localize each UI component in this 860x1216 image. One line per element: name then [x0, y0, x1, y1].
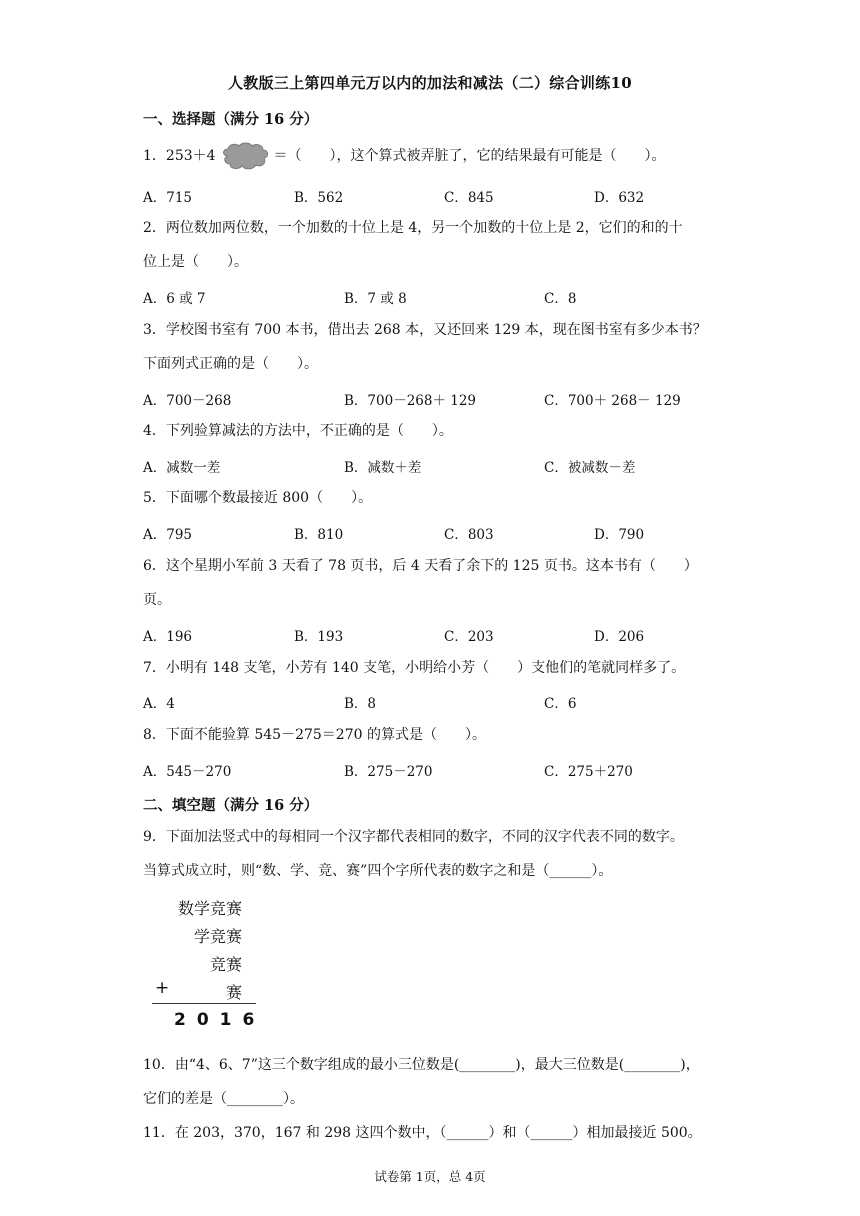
question-10-line-1: 10．由“4、6、7”这三个数字组成的最小三位数是(________)，最大三位数是(________)，: [143, 1057, 700, 1073]
question-8-options: [143, 760, 723, 782]
option-c[interactable]: C．275＋270: [544, 764, 633, 780]
question-1: [143, 139, 723, 173]
question-11: 11．在 203，370，167 和 298 这四个数中，（______）和（______）相加最接近 500。: [143, 1125, 702, 1141]
option-c[interactable]: C．803: [444, 527, 494, 543]
question-4-options: [143, 456, 723, 478]
option-a[interactable]: A．545－270: [143, 764, 232, 780]
question-6-line-2: 页。: [143, 592, 171, 608]
question-3-line-2: 下面列式正确的是（ ）。: [143, 356, 318, 372]
option-c[interactable]: C．被减数－差: [544, 460, 636, 476]
option-b[interactable]: B．8: [344, 696, 377, 712]
addend-row-4: 赛: [225, 983, 242, 1002]
plus-sign: +: [155, 978, 170, 998]
option-c[interactable]: C．700＋ 268－ 129: [544, 393, 681, 409]
question-10-line-2: 它们的差是（________）。: [143, 1091, 304, 1107]
question-2-line-1: 2．两位数加两位数，一个加数的十位上是 4，另一个加数的十位上是 2，它们的和的十: [143, 220, 683, 236]
option-c[interactable]: C．6: [544, 696, 577, 712]
question-6-line-1: 6．这个星期小军前 3 天看了 78 页书，后 4 天看了余下的 125 页书。这本书有（ ）: [143, 558, 698, 574]
question-2-line-2: 位上是（ ）。: [143, 254, 248, 270]
option-b[interactable]: B．275－270: [344, 764, 433, 780]
option-a[interactable]: A．6 或 7: [143, 291, 206, 307]
option-a[interactable]: A．196: [143, 629, 193, 645]
option-a[interactable]: A．减数一差: [143, 460, 221, 476]
option-a[interactable]: A．715: [143, 190, 193, 206]
question-5: 5．下面哪个数最接近 800（ ）。: [143, 490, 373, 506]
sum-line: [152, 1003, 256, 1004]
option-c[interactable]: C．8: [544, 291, 577, 307]
question-9-line-2: 当算式成立时，则“数、学、竞、赛”四个字所代表的数字之和是（______）。: [143, 863, 613, 879]
option-a[interactable]: A．795: [143, 527, 193, 543]
question-7: 7．小明有 148 支笔，小芳有 140 支笔，小明给小芳（ ）支他们的笔就同样多了。: [143, 660, 686, 676]
question-9-line-1: 9．下面加法竖式中的每相同一个汉字都代表相同的数字，不同的汉字代表不同的数字。: [143, 829, 684, 845]
question-1-options: [143, 186, 723, 208]
addend-row-3: 竞赛: [209, 955, 242, 974]
option-a[interactable]: A．4: [143, 696, 175, 712]
addend-row-2: 学竞赛: [193, 927, 242, 946]
section-heading-fill: 二、填空题（满分 16 分）: [143, 797, 319, 814]
option-b[interactable]: B．562: [294, 190, 344, 206]
question-5-options: [143, 523, 723, 545]
page-title: 人教版三上第四单元万以内的加法和减法（二）综合训练10: [228, 74, 632, 92]
option-c[interactable]: C．845: [444, 190, 494, 206]
option-b[interactable]: B．700－268＋ 129: [344, 393, 477, 409]
option-b[interactable]: B．7 或 8: [344, 291, 407, 307]
sum-value: 2016: [174, 1010, 266, 1030]
option-c[interactable]: C．203: [444, 629, 494, 645]
question-8: 8．下面不能验算 545－275＝270 的算式是（ ）。: [143, 727, 486, 743]
question-6-options: [143, 625, 723, 647]
question-4: 4．下列验算减法的方法中，不正确的是（ ）。: [143, 423, 453, 439]
question-7-options: [143, 692, 723, 714]
smudge-cloud-icon: [220, 142, 270, 170]
option-a[interactable]: A．700－268: [143, 393, 232, 409]
vertical-addition: [150, 896, 270, 1036]
page-footer: 试卷第 1页，总 4页: [374, 1169, 486, 1184]
section-heading-choice: 一、选择题（满分 16 分）: [143, 111, 319, 128]
question-3-options: [143, 389, 723, 411]
option-d[interactable]: D．790: [594, 527, 645, 543]
question-3-line-1: 3．学校图书室有 700 本书，借出去 268 本，又还回来 129 本，现在图书室有多少本书？: [143, 322, 707, 338]
option-b[interactable]: B．减数＋差: [344, 460, 422, 476]
option-d[interactable]: D．206: [594, 629, 645, 645]
question-1-prefix: 1．253＋4: [143, 148, 216, 164]
question-1-suffix: ＝（ ），这个算式被弄脏了，它的结果最有可能是（ ）。: [273, 148, 666, 164]
option-b[interactable]: B．810: [294, 527, 344, 543]
addend-row-1: 数学竞赛: [177, 899, 242, 918]
option-d[interactable]: D．632: [594, 190, 645, 206]
question-2-options: [143, 287, 723, 309]
option-b[interactable]: B．193: [294, 629, 344, 645]
